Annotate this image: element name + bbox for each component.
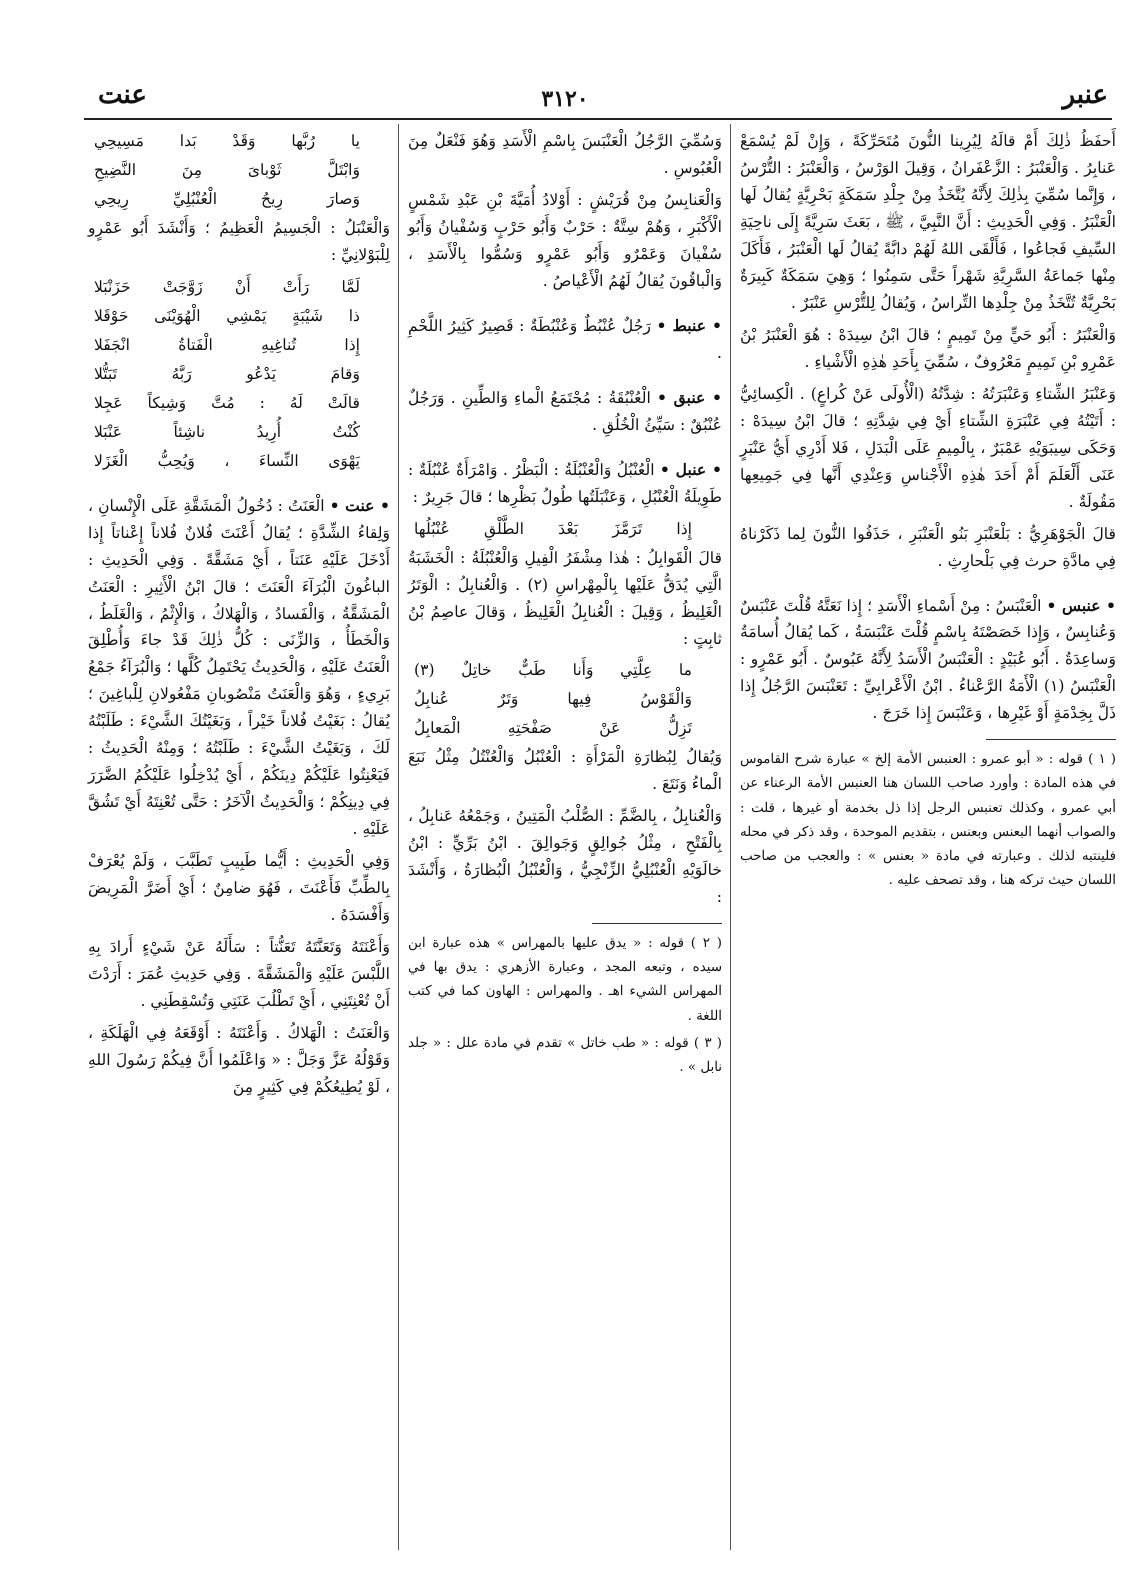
headword: • عنبل • xyxy=(659,459,722,479)
verse-line: وَابْتَلَّ ثَوْباىَ مِنَ النَّضِيحِ xyxy=(94,160,360,179)
entry-anbal xyxy=(408,457,722,511)
paragraph: وَالْعَنَتُ : الْهَلاكُ . وَأَعْنَتَهُ : أَوْقَعَهُ فِي الْهَلَكَةِ ، وَقَوْلُهُ عَزَّ وَجَلَّ : « وَاعْلَمُوا أَنَّ فِيكُمْ رَسُولَ اللهِ ، لَوْ يُطِيعُكُمْ فِي كَثِيرٍ مِنَ xyxy=(88,1024,390,1096)
verse-line: وَصارَ رِيحُ الْعُنْبُلِيِّ رِيحِي xyxy=(94,189,360,208)
page-number: ٣١٢٠ xyxy=(541,86,589,112)
column-left xyxy=(88,128,390,1106)
paragraph: وَسُمِّيَ الرَّجُلُ الْعَنْبَسَ بِاسْمِ الْأَسَدِ وَهُوَ فَنْعَلٌ مِنَ الْعُبُوسِ . xyxy=(408,132,722,177)
column-divider xyxy=(730,124,731,1550)
paragraph: وَفِي الْحَدِيثِ : أَيُّما طَبِيبٍ تَطَبَّبَ ، وَلَمْ يُعْرَفْ بِالطِّبِّ فَأَعْنَتَ ، فَهُوَ ضامِنٌ ؛ أَيْ أَضَرَّ الْمَرِيضَ وَأَفْسَدَهُ . xyxy=(88,852,390,925)
verse-line: إِذا تَرَمَّزَ بَعْدَ الطَّلْقِ عُنْبُلُها xyxy=(414,519,692,538)
header-right-word: عنبر xyxy=(1062,80,1108,110)
entry-text: رَجُلٌ عُنْبُطٌ وَعُنْبُطَةٌ : قَصِيرٌ كَثِيرُ اللَّحْمِ . xyxy=(408,316,722,362)
headword: • عنبق • xyxy=(656,387,722,407)
column-right xyxy=(740,128,1116,896)
verse-line: ذا شَيْبَةٍ يَمْشِي الْهُوَيْنَى حَوْقَلا xyxy=(94,306,360,325)
headword: • عنبس • xyxy=(1046,595,1116,615)
paragraph: وَالْعَنابِسُ مِنْ قُرَيْشٍ : أَوْلادُ أُمَيَّةَ بْنِ عَبْدِ شَمْسٍ الْأَكْبَرِ ، وَهُمْ سِتَّةٌ : حَرْبٌ وَأَبُو حَرْبٍ وَسُفْيانُ وَأَبُو سُفْيانَ وَعَمْرٌو وَأَبُو عَمْرٍو وَسُمُّوا بِالْأَسَدِ ، وَالْباقُونَ يُقالُ لَهُمُ الْأَعْياصُ . xyxy=(408,190,722,290)
paragraph: وَالْعَنْبَرُ : أَبُو حَيٍّ مِنْ تَمِيمٍ ؛ قالَ ابْنُ سِيدَهْ : هُوَ الْعَنْبَرُ بْنُ عَمْرِو بْنِ تَمِيمٍ مَعْرُوفٌ ، سُمِّيَ بِأَحَدِ هٰذِهِ الْأَشْياءِ . xyxy=(740,325,1116,371)
paragraph: قالَ الْقَوابِلُ : هٰذا مِشْفَرُ الْفِيلِ وَالْعُنْبُلَةُ : الْخَشَبَةُ الَّتِي يُدَقُّ عَلَيْها بِالْمِهْراسِ (٢) . وَالْعُنابِلُ : الْوَتَرُ الْغَلِيظُ ، وَقِيلَ : الْعُنابِلُ الْغَلِيظُ ، وَقالَ عاصِمُ بْنُ ثابِتٍ : xyxy=(408,548,723,648)
verse-line: وَالْقَوْسُ فِيها وَتَرٌ عُنابِلُ xyxy=(414,690,692,709)
header-rule xyxy=(84,118,1112,120)
entry-text: الْعُنْبُلُ وَالْعُنْبُلَةُ : الْبَظْرُ . وَامْرَأَةٌ عُنْبُلَةٌ : طَوِيلَةُ الْعُنْبُلِ ، وَعَنْبَلَتُها طُولُ بَظْرِها ؛ قالَ جَرِيرٌ : xyxy=(408,460,722,506)
entry-anbaq xyxy=(408,385,722,439)
headword: • عنت • xyxy=(329,495,390,515)
paragraph: أَحفَظُ ذٰلِكَ أَمْ قالَهُ لِيُرِينا النُّونَ مُتَحَرِّكَةً ، وَإِنْ لَمْ يُسْمَعْ عَنابِرُ . وَالْعَنْبَرُ : الزَّعْفَرانُ ، وَقِيلَ الوَرْسُ ، وَالْعَنْبَرُ : التُّرْسُ ، وَإِنَّما سُمِّيَ بِذٰلِكَ لِأَنَّهُ يُتَّخَذُ مِنْ جِلْدِ سَمَكَةٍ بَحْرِيَّةٍ يُقالُ لَها الْعَنْبَرُ . وَفِي الْحَدِيثِ : أَنَّ النَّبِيَّ ، ﷺ ، بَعَثَ سَرِيَّةً إِلَى ناحِيَةِ السِّيفِ فَجاعُوا ، فَأَلْقَى اللهُ لَهُمْ دابَّةً يُقالُ لَها الْعَنْبَرُ ، فَأَكَلَ مِنْها جَماعَةُ السَّرِيَّةِ شَهْراً حَتَّى سَمِنُوا ؛ وَهِيَ سَمَكَةٌ كَبِيرَةٌ بَحْرِيَّةٌ تُتَّخَذُ مِنْ جِلْدِها التِّراسُ ، وَيُقالُ لِلتُّرْسِ عَنْبَرٌ . xyxy=(740,132,1116,312)
footnote-rule xyxy=(592,923,722,924)
paragraph: قالَ الْجَوْهَرِيُّ : بَلْعَنْبَرِ بَنُو الْعَنْبَرِ ، حَذَفُوا النُّونَ لِما ذَكَرْناهُ فِي مادَّةِ حرث فِي بَلْحارِثِ . xyxy=(740,524,1116,570)
entry-anat xyxy=(88,493,390,844)
headword: • عنبط • xyxy=(656,315,722,335)
verse-line: يَهْوَى النِّساءَ ، وَيُحِبُّ الْغَزَلا xyxy=(94,451,360,470)
entry-anbas xyxy=(740,593,1116,728)
entry-text: الْعُنْبُقَةُ : مُجْتَمَعُ الْماءِ وَالطِّينِ . وَرَجُلٌ عُنْبُقٌ : سَيِّئُ الْخُلُقِ . xyxy=(408,388,722,434)
column-divider xyxy=(398,124,399,1550)
entry-text: الْعَنَتُ : دُخُولُ الْمَشَقَّةِ عَلَى الْإِنْسانِ ، وَلِقاءُ الشِّدَّةِ ؛ يُقالُ أَعْنَتَ فُلانٌ فُلاناً إِعْناتاً إِذا أَدْخَلَ عَلَيْهِ عَنَتاً ، أَيْ مَشَقَّةً . وَفِي الْحَدِيثِ : الباغُونَ الْبُرَآءَ الْعَنَتَ ؛ قالَ ابْنُ الْأَثِيرِ : الْعَنَتُ الْمَشَقَّةُ ، وَالْفَسادُ ، وَالْهَلاكُ ، وَالْإِثْمُ ، وَالْغَلَطُ ، وَالْخَطَأُ ، وَالزِّنَى : كُلُّ ذٰلِكَ قَدْ جاءَ وَأُطْلِقَ الْعَنَتُ عَلَيْهِ ، وَالْحَدِيثُ يَحْتَمِلُ كُلَّها ؛ وَالْبُرَآءُ جَمْعُ بَرِيءٍ ، وَهُوَ وَالْعَنَتُ مَنْصُوبانِ مَفْعُولانِ لِلْباغِينَ ؛ يُقالُ : بَغَيْتُ فُلاناً خَيْراً ، وَبَغَيْتُكَ الشَّيْءَ : طَلَبْتُهُ لَكَ ، وَبَغَيْتُ الشَّيْءَ : طَلَبْتُهُ ؛ وَمِنْهُ الْحَدِيثُ : فَيَعْنِتُوا عَلَيْكُمْ دِينَكُمْ ، أَيْ يُدْخِلُوا عَلَيْكُمُ الضَّرَرَ فِي دِينِكُمْ ؛ وَالْحَدِيثُ الْآخَرُ : حَتَّى تُعْنِتَهُ أَيْ تَشُقَّ عَلَيْهِ . xyxy=(88,496,390,839)
verse-line: قالَتْ لَهُ : مُتَّ وَشِيكاً عَجِلا xyxy=(94,393,360,412)
paragraph: وَأَعْنَتَهُ وَتَعَنَّتَهُ تَعَنُّتاً : سَأَلَهُ عَنْ شَيْءٍ أَرادَ بِهِ اللَّبْسَ عَلَيْهِ وَالْمَشَقَّةَ . وَفِي حَدِيثِ عُمَرَ : أَرَدْتَ أَنْ تُعْنِتَنِي ، أَيْ تَطْلُبَ عَنَتِي وَتُسْقِطَنِي . xyxy=(88,938,390,1011)
verse-line: وَقامَ يَدْعُو رَبَّهُ تَبَتُّلا xyxy=(94,364,360,383)
verse-line: إِذا تُناغِيهِ الْفَتاةُ انْجَفَلا xyxy=(94,335,360,354)
entry-text: الْعَنْبَسُ : مِنْ أَسْماءِ الْأَسَدِ ؛ إِذا نَعَتَّهُ قُلْتَ عَنْبَسٌ وَعُنابِسٌ ، وَإِذا خَصَصْتَهُ بِاسْمٍ قُلْتَ عَنْبَسَةُ ، كَما يُقالُ أُسامَةُ وَساعِدَةُ . أَبُو عُبَيْدٍ : الْعَنْبَسُ الْأَسَدُ لِأَنَّهُ عَبُوسٌ . أَبُو عَمْرٍو : الْعَنْبَسُ (١) الْأَمَةُ الرَّعْناءُ . ابْنُ الْأَعْرابِيِّ : تَعَنْبَسَ الرَّجُلُ إِذا ذَلَّ بِخِدْمَةٍ أَوْ غَيْرِها ، وَعَنْبَسَ إِذا خَرَجَ . xyxy=(740,596,1116,723)
header-left-word: عنت xyxy=(98,80,147,110)
column-middle xyxy=(408,128,722,1083)
paragraph: وَيُقالُ لِبُظارَةِ الْمَرْأَةِ : الْعُنْبُلُ وَالْعُنْتُلُ مِثْلُ نَبَعَ الْماءُ وَنَتَعَ . xyxy=(408,748,722,794)
footnote-2: ( ٢ ) قوله : « يدق عليها بالمهراس » هذه عبارة ابن سيده ، وتبعه المجد ، وعبارة الأزهري : يدق بها في المهراس الشيء اهـ . والمهراس : الهاون كما في كتب اللغة . xyxy=(408,936,722,1024)
paragraph: وَالْعُنابِلُ ، بِالضَّمِّ : الصُّلْبُ الْمَتِينُ ، وَجَمْعُهُ عَنابِلُ ، بِالْفَتْحِ ، مِثْلُ جُوالِقٍ وَجَوالِقَ . ابْنُ بَرِّيٍّ : ابْنُ خالَوَيْهِ الْعُنْبُلِيُّ الزِّنْجِيُّ ، وَالْعُنْبُلُ الْبُظارَةُ ، وَأَنْشَدَ : xyxy=(408,807,722,907)
footnote-rule xyxy=(986,739,1116,740)
paragraph: وَعَنْبَرُ الشِّتاءِ وَعَنْبَرَتُهُ : شِدَّتُهُ (الْأُولَى عَنْ كُراعٍ) . الْكِسائِيُّ : أَتَيْتُهُ فِي عَنْبَرَةِ الشِّتاءِ أَيْ فِي شِدَّتِهِ ؛ قالَ ابْنُ سِيدَهْ : وَحَكَى سِيبَوَيْهِ عَمْبَرٌ ، بِالْمِيمِ عَلَى الْبَدَلِ ، فَلا أَدْرِي أَيُّ عَنْبَرٍ عَنَى أَلْعَلَمَ أَمْ أَحَدَ هٰذِهِ الْأَجْناسِ وَعِنْدِي أَنَّها فِي جَمِيعِها مَقُولَةٌ . xyxy=(740,384,1116,511)
verse-line: لَمَّا رَأَتْ أَنْ زَوَّجَتْ حَزَنْبَلا xyxy=(94,277,360,296)
footnote-1: ( ١ ) قوله : « أبو عمرو : العنبس الأمة إلخ » عبارة شرح القاموس في هذه المادة : وأورد صاحب اللسان هنا العنبس الأمة الرعناء عن أبي عمرو ، وكذلك تعنبس الرجل إذا ذل بخدمة أو غيرها ، قلت : والصواب أنهما البعنس وبعنس ، بتقديم الموحدة ، وقد ذكر في محله فلينتبه لذلك . وعبارته في مادة « بعنس » : والعجب من صاحب اللسان حيث تركه هنا ، وقد تصحف عليه . xyxy=(740,752,1116,888)
entry-anbat xyxy=(408,313,722,367)
verse-line: ما عِلَّتِي وَأَنا طَبٌّ خاتِلٌ (٣) xyxy=(414,661,692,680)
verse-line: يا رُبَّها وَقَدْ بَدا مَسِيحِي xyxy=(94,132,360,150)
verse-line: كُنْتُ أُرِيدُ ناشِئاً عَنْبَلا xyxy=(94,422,360,441)
footnote-3: ( ٣ ) قوله : « طب خاتل » تقدم في مادة علل : « جلد نابل » . xyxy=(408,1035,723,1075)
verse-line: تَزِلُّ عَنْ صَفْحَتِهِ الْمَعابِلُ xyxy=(414,719,692,738)
paragraph: وَالْعَنْبَلُ : الْجَسِيمُ الْعَظِيمُ ؛ وَأَنْشَدَ أَبُو عَمْرٍو لِلْبَوْلانِيِّ : xyxy=(88,218,390,264)
